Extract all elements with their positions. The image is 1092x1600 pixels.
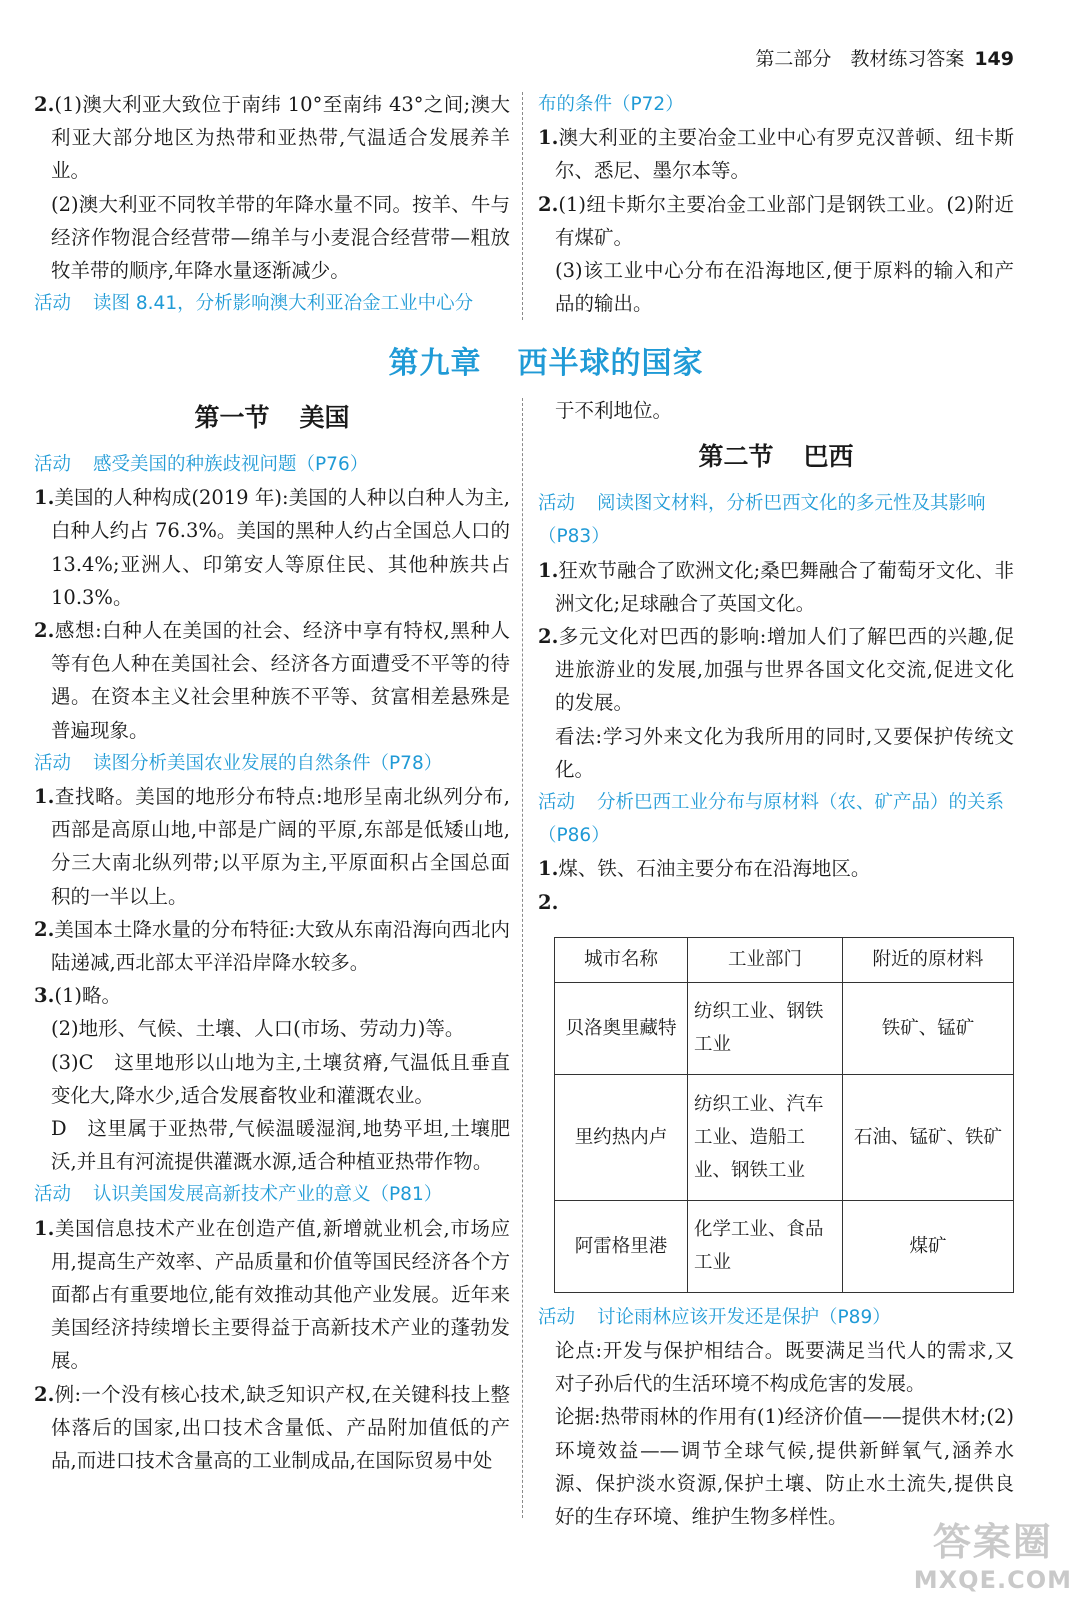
item-number: 1. bbox=[34, 1216, 55, 1240]
section-name: 美国 bbox=[299, 403, 350, 432]
table-cell: 化学工业、食品工业 bbox=[688, 1200, 843, 1292]
column-divider-top bbox=[522, 92, 523, 320]
activity-tag: 活动 bbox=[34, 1184, 72, 1206]
chapter-number: 第九章 bbox=[388, 346, 482, 381]
section-number: 第一节 bbox=[194, 403, 270, 432]
table-row bbox=[555, 1074, 1014, 1200]
item-number: 1. bbox=[538, 857, 559, 881]
answer-item bbox=[34, 1212, 510, 1378]
section-title-brazil bbox=[538, 437, 1014, 477]
table-cell: 贝洛奥里藏特 bbox=[555, 982, 688, 1074]
chapter-name: 西半球的国家 bbox=[517, 346, 704, 381]
item-number: 1. bbox=[538, 126, 559, 150]
top-left-item-2 bbox=[34, 88, 510, 188]
activity-title: 感受美国的种族歧视问题（P76） bbox=[93, 454, 369, 475]
table-cell: 石油、锰矿、铁矿 bbox=[843, 1074, 1014, 1200]
activity-heading-p76 bbox=[34, 448, 510, 481]
activity-title: 阅读图文材料，分析巴西文化的多元性及其影响（P83） bbox=[538, 493, 986, 548]
item-number: 2. bbox=[34, 1382, 55, 1406]
top-left-column bbox=[34, 88, 510, 320]
activity-title: 讨论雨林应该开发还是保护（P89） bbox=[597, 1306, 891, 1328]
answer-item bbox=[34, 614, 510, 747]
item-number: 2. bbox=[538, 890, 559, 914]
activity-tag: 活动 bbox=[538, 493, 576, 515]
activity-heading-continued: 布的条件（P72） bbox=[538, 94, 684, 115]
industry-table bbox=[554, 937, 1014, 1293]
answer-sub: (2)地形、气候、土壤、人口(市场、劳动力)等。 bbox=[51, 1017, 465, 1041]
item-text: 查找略。美国的地形分布特点:地形呈南北纵列分布,西部是高原山地,中部是广阔的平原,东部是低矮山地,分三大南北纵列带;以平原为主,平原面积占全国总面积的一半以上。 bbox=[51, 785, 510, 908]
item-number: 1. bbox=[538, 558, 559, 582]
activity-heading-p78 bbox=[34, 747, 510, 780]
table-header-cell: 城市名称 bbox=[555, 937, 688, 982]
table-row bbox=[555, 982, 1014, 1074]
item-text: 多元文化对巴西的影响:增加人们了解巴西的兴趣,促进旅游业的发展,加强与世界各国文化交流,促进文化的发展。 bbox=[555, 625, 1014, 715]
table-cell: 里约热内卢 bbox=[555, 1074, 688, 1200]
activity-tag: 活动 bbox=[538, 792, 576, 814]
top-left-item-2-sub: (2)澳大利亚不同牧羊带的年降水量不同。按羊、牛与经济作物混合经营带—绵羊与小麦混合经营带—粗放牧羊带的顺序,年降水量逐渐减少。 bbox=[51, 192, 510, 283]
answer-sub: 看法:学习外来文化为我所用的同时,又要保护传统文化。 bbox=[555, 724, 1014, 781]
answer-item bbox=[34, 913, 510, 979]
item-number: 3. bbox=[34, 984, 55, 1008]
answer-item bbox=[538, 852, 1014, 885]
item-number: 2. bbox=[34, 619, 55, 643]
item-text: 煤、铁、石油主要分布在沿海地区。 bbox=[558, 857, 871, 881]
answer-item bbox=[34, 780, 510, 913]
item-text: 美国信息技术产业在创造产值,新增就业机会,市场应用,提高生产效率、产品质量和价值等国民经济各个方面都占有重要地位,能有效推动其他产业发展。近年来美国经济持续增长主要得益于高新技术产业的蓬勃发展。 bbox=[51, 1216, 510, 1373]
item-text: 例:一个没有核心技术,缺乏知识产权,在关键科技上整体落后的国家,出口技术含量低、产品附加值低的产品,而进口技术含量高的工业制成品,在国际贸易中处 bbox=[51, 1382, 510, 1473]
answer-item bbox=[538, 554, 1014, 620]
activity-title: 读图 8.41，分析影响澳大利亚冶金工业中心分 bbox=[93, 293, 474, 315]
watermark-text: 答案圈 bbox=[932, 1520, 1053, 1564]
top-right-item-1 bbox=[538, 121, 1014, 187]
table-cell: 铁矿、锰矿 bbox=[843, 982, 1014, 1074]
item-number: 2. bbox=[538, 192, 559, 216]
top-right-item-2-sub: (3)该工业中心分布在沿海地区,便于原料的输入和产品的输出。 bbox=[555, 259, 1014, 316]
argument-paragraph: 论点:开发与保护相结合。既要满足当代人的需求,又对子孙后代的生活环境不构成危害的发展。 bbox=[555, 1339, 1014, 1396]
table-cell: 纺织工业、钢铁工业 bbox=[688, 982, 843, 1074]
activity-heading-p81 bbox=[34, 1178, 510, 1211]
top-right-item-2 bbox=[538, 188, 1014, 254]
item-text: 美国的人种构成(2019 年):美国的人种以白种人为主,白种人约占 76.3%。美国的黑种人约占全国总人口的 13.4%;亚洲人、印第安人等原住民、其他种族共占 10.3%。 bbox=[51, 486, 510, 609]
item-text: (1)澳大利亚大致位于南纬 10°至南纬 43°之间;澳大利亚大部分地区为热带和亚热带,气温适合发展养羊业。 bbox=[51, 93, 510, 183]
answer-item bbox=[34, 979, 510, 1012]
left-main-column bbox=[34, 392, 510, 1477]
activity-tag: 活动 bbox=[538, 1306, 576, 1328]
answer-sub: (3)C 这里地形以山地为主,土壤贫瘠,气温低且垂直变化大,降水少,适合发展畜牧业和灌溉农业。 bbox=[51, 1050, 510, 1107]
activity-title: 读图分析美国农业发展的自然条件（P78） bbox=[93, 752, 443, 774]
page-header bbox=[755, 44, 1014, 71]
watermark-logo bbox=[914, 1511, 1072, 1594]
answer-item bbox=[34, 481, 510, 614]
watermark-domain: MXQE.COM bbox=[913, 1566, 1072, 1594]
table-header-row bbox=[555, 937, 1014, 982]
item-text: (1)纽卡斯尔主要冶金工业部门是钢铁工业。(2)附近有煤矿。 bbox=[555, 192, 1014, 249]
item-text: 狂欢节融合了欧洲文化;桑巴舞融合了葡萄牙文化、非洲文化;足球融合了英国文化。 bbox=[555, 558, 1014, 615]
activity-heading-p83 bbox=[538, 487, 1014, 553]
table-cell: 煤矿 bbox=[843, 1200, 1014, 1292]
continued-text: 于不利地位。 bbox=[555, 399, 673, 422]
item-text: 美国本土降水量的分布特征:大致从东南沿海向西北内陆递减,西北部太平洋沿岸降水较多。 bbox=[51, 917, 510, 975]
activity-title: 认识美国发展高新技术产业的意义（P81） bbox=[93, 1184, 443, 1206]
table-cell: 纺织工业、汽车工业、造船工业、钢铁工业 bbox=[688, 1074, 843, 1200]
answer-item bbox=[538, 886, 1014, 919]
page-number: 149 bbox=[974, 48, 1014, 70]
chapter-title bbox=[0, 338, 1092, 382]
item-text: (1)略。 bbox=[54, 984, 121, 1008]
table-row bbox=[555, 1200, 1014, 1292]
activity-heading-p86 bbox=[538, 786, 1014, 852]
right-main-column bbox=[538, 394, 1014, 1533]
answer-item bbox=[538, 620, 1014, 720]
activity-tag: 活动 bbox=[34, 454, 72, 475]
activity-tag: 活动 bbox=[34, 293, 72, 315]
activity-heading-p72 bbox=[34, 287, 510, 320]
table-cell: 阿雷格里港 bbox=[555, 1200, 688, 1292]
header-title: 第二部分 教材练习答案 bbox=[755, 48, 965, 70]
item-text: 澳大利亚的主要冶金工业中心有罗克汉普顿、纽卡斯尔、悉尼、墨尔本等。 bbox=[555, 126, 1014, 183]
answer-item bbox=[34, 1378, 510, 1478]
evidence-paragraph: 论据:热带雨林的作用有(1)经济价值——提供木材;(2)环境效益——调节全球气候,提供新鲜氧气,涵养水源、保护淡水资源,保护土壤、防止水土流失,提供良好的生存环境、维护生物多样性。 bbox=[555, 1405, 1014, 1529]
section-title-usa bbox=[34, 398, 510, 438]
table-header-cell: 附近的原材料 bbox=[843, 937, 1014, 982]
top-right-column bbox=[538, 88, 1014, 320]
item-number: 2. bbox=[34, 93, 55, 116]
activity-title: 分析巴西工业分布与原材料（农、矿产品）的关系（P86） bbox=[538, 792, 1005, 847]
item-number: 2. bbox=[34, 917, 55, 941]
answer-sub: D 这里属于亚热带,气候温暖湿润,地势平坦,土壤肥沃,并且有河流提供灌溉水源,适合种植亚热带作物。 bbox=[51, 1117, 510, 1174]
activity-tag: 活动 bbox=[34, 752, 72, 774]
column-divider-main bbox=[522, 398, 523, 1518]
activity-heading-p89 bbox=[538, 1301, 1014, 1334]
section-number: 第二节 bbox=[698, 442, 774, 472]
item-number: 1. bbox=[34, 785, 55, 809]
item-number: 2. bbox=[538, 625, 559, 649]
table-header-cell: 工业部门 bbox=[688, 937, 843, 982]
item-text: 感想:白种人在美国的社会、经济中享有特权,黑种人等有色人种在美国社会、经济各方面遭受不平等的待遇。在资本主义社会里种族不平等、贫富相差悬殊是普遍现象。 bbox=[51, 619, 510, 742]
item-number: 1. bbox=[34, 486, 55, 510]
section-name: 巴西 bbox=[803, 442, 854, 472]
